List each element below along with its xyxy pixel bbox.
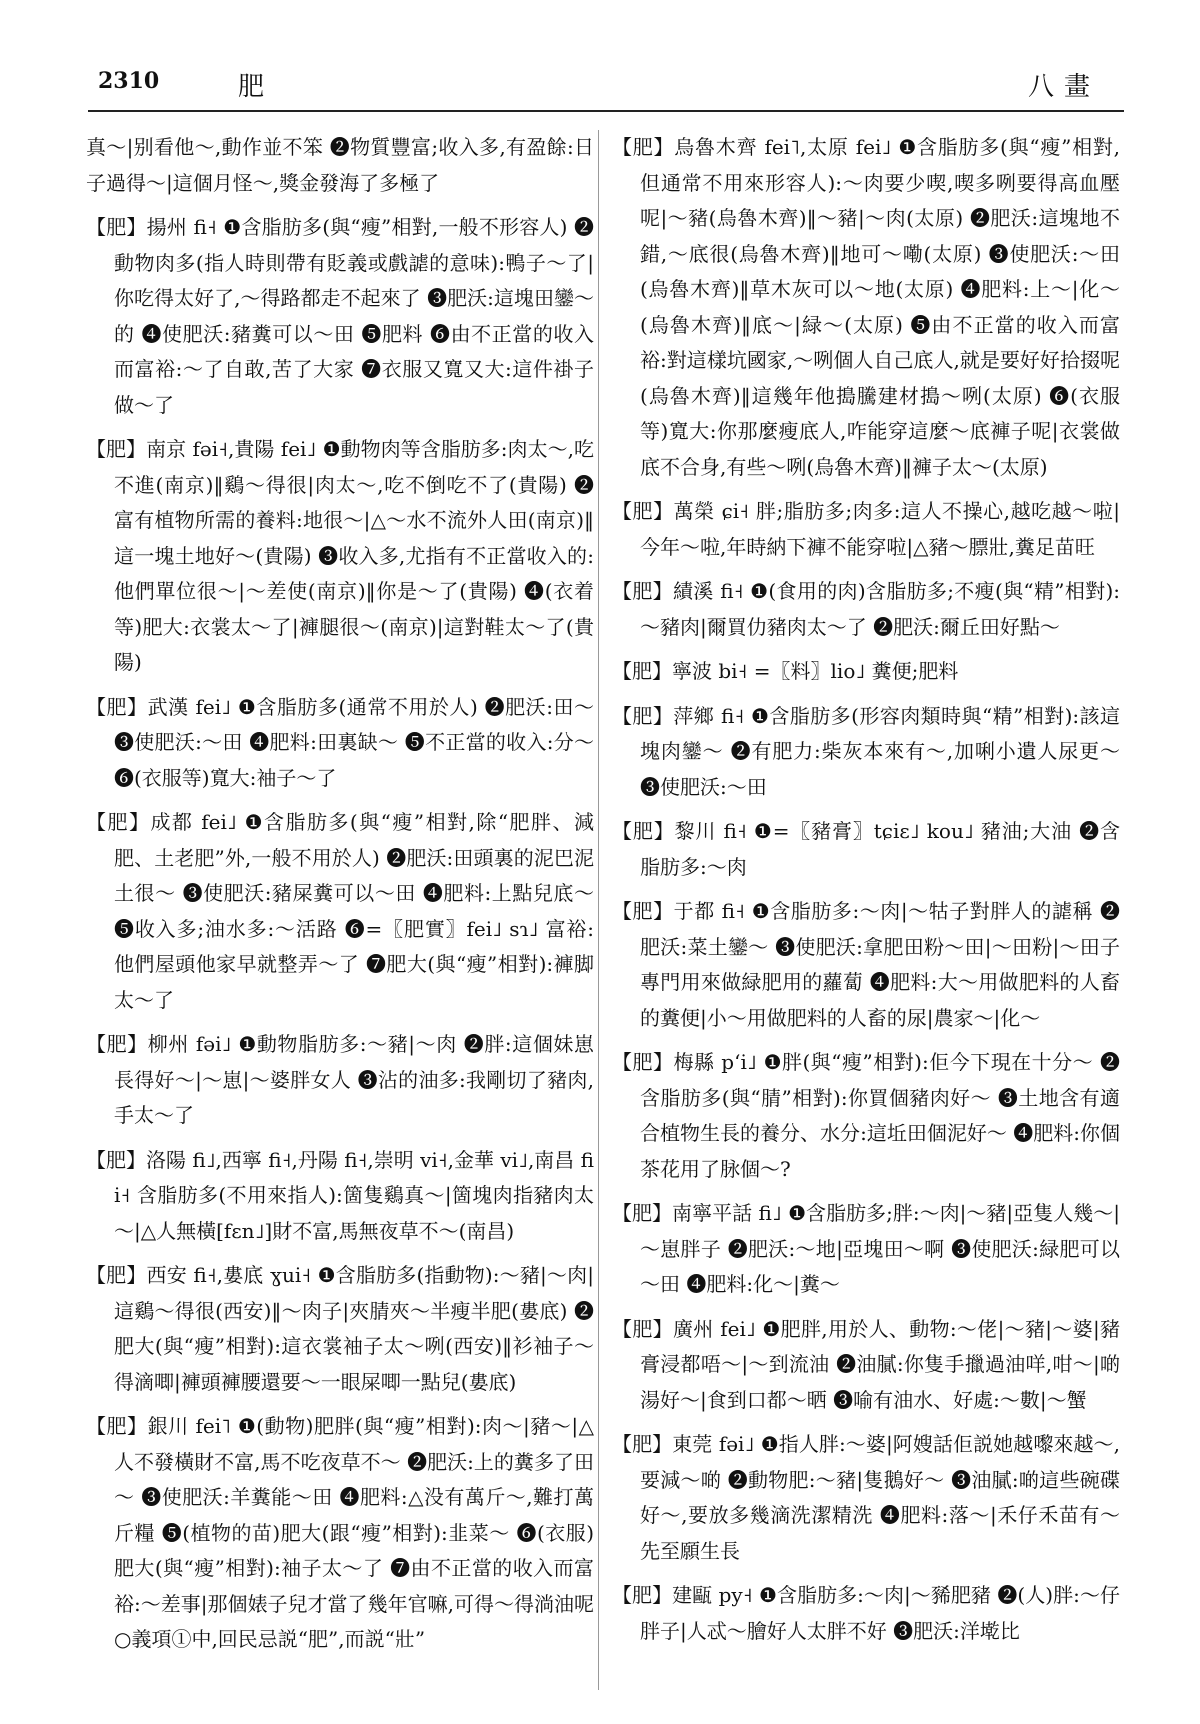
dictionary-entry: 【肥】武漢 fei˩ ❶含脂肪多(通常不用於人) ❷肥沃:田～ ❸使肥沃:～田 ❹肥料:田裏缺～ ❺不正當的收入:分～ ❻(衣服等)寬大:袖子～了 [86,694,594,790]
dictionary-entry: 【肥】烏魯木齊 fei˥,太原 fei˩ ❶含脂肪多(與“瘦”相對,但通常不用來形容人):～肉要少喫,喫多咧要得高血壓呢|～豬(烏魯木齊)‖～豬|～肉(太原) ❷肥沃:這塊地不錯,～底很(烏魯木齊)‖地可～嘞(太原) ❸使肥沃:～田(烏魯木齊)‖草木灰可以～地(太原) ❹肥料:上～|化～(烏魯木齊)‖底～|緑～(太原) ❺由不正當的收入而富裕:對這樣坑國家,～咧個人自己底人,就是要好好拾掇呢(烏魯木齊)‖這幾年他搗騰建材搗～咧(太原) ❻(衣服等)寬大:你那麼瘦底人,咋能穿這麼～底褲子呢|衣裳做底不合身,有些～咧(烏魯木齊)‖褲子太～(太原) [612,135,1120,479]
dictionary-entry: 【肥】東莞 fəi˩ ❶指人胖:～婆|阿嫂話佢説她越嚟來越～,要減～啲 ❷動物肥:～豬|隻鵝好～ ❸油膩:啲這些碗碟好～,要放多幾滴洗潔精洗 ❹肥料:落～|禾仔禾苗有～先至願生長 [612,1432,1120,1563]
dictionary-entry: 真～|别看他～,動作並不笨 ❷物質豐富;收入多,有盈餘:日子過得～|這個月怪～,獎金發海了多極了 [86,135,594,195]
left-column [86,130,594,1667]
dictionary-entry: 【肥】于都 fi˧ ❶含脂肪多:～肉|～牯子對胖人的謔稱 ❷肥沃:菜土鑾～ ❸使肥沃:拿肥田粉～田|～田粉|～田子專門用來做緑肥用的蘿蔔 ❹肥料:大～用做肥料的人畜的糞便|小～用做肥料的人畜的尿|農家～|化～ [612,899,1120,1030]
page-header [88,62,1124,110]
dictionary-entry: 【肥】黎川 fi˧ ❶=〖豬膏〗tɕiɛ˩ kou˩ 豬油;大油 ❷含脂肪多:～肉 [612,819,1120,879]
dictionary-entry: 【肥】西安 fi˧,婁底 ɣui˧ ❶含脂肪多(指動物):～豬|～肉|這鷄～得很(西安)‖～肉子|夾腈夾～半瘦半肥(婁底) ❷肥大(與“瘦”相對):這衣裳袖子太～咧(西安)‖衫袖子～得滴唧|褲頭褲腰還要～一眼屎唧一點兒(婁底) [86,1263,594,1394]
running-headword: 肥 [238,72,265,102]
dictionary-entry: 【肥】成都 fei˩ ❶含脂肪多(與“瘦”相對,除“肥胖、減肥、土老肥”外,一般不用於人) ❷肥沃:田頭裏的泥巴泥土很～ ❸使肥沃:豬屎糞可以～田 ❹肥料:上點兒底～ ❺收入多;油水多:～活路 ❻=〖肥實〗fei˩ sɿ˩ 富裕:他們屋頭他家早就整弄～了 ❼肥大(與“瘦”相對):褲脚太～了 [86,810,594,1012]
dictionary-entry: 【肥】萬榮 ɕi˧ 胖;脂肪多;肉多:這人不操心,越吃越～啦|今年～啦,年時納下褲不能穿啦|△豬～膘壯,糞足苗旺 [612,499,1120,559]
dictionary-entry: 【肥】廣州 fei˩ ❶肥胖,用於人、動物:～佬|～豬|～婆|豬膏浸都唔～|～到流油 ❷油膩:你隻手擸過油咩,咁～|啲湯好～|食到口都～晒 ❸喻有油水、好處:～數|～蟹 [612,1316,1120,1412]
dictionary-entry: 【肥】柳州 fəi˩ ❶動物脂肪多:～豬|～肉 ❷胖:這個妹崽長得好～|～崽|～婆胖女人 ❸沾的油多:我剛切了豬肉,手太～了 [86,1032,594,1127]
column-divider [598,130,599,1690]
dictionary-entry: 【肥】揚州 fi˧ ❶含脂肪多(與“瘦”相對,一般不形容人) ❷動物肉多(指人時則帶有貶義或戲謔的意味):鴨子～了|你吃得太好了,～得路都走不起來了 ❸肥沃:這塊田鑾～的 ❹使肥沃:豬糞可以～田 ❺肥料 ❻由不正當的收入而富裕:～了自敢,苦了大家 ❼衣服又寬又大:這件褂子做～了 [86,215,594,417]
page-number: 2310 [98,68,160,94]
section-title: 八畫 [1027,72,1100,102]
dictionary-entry: 【肥】銀川 fei˥ ❶(動物)肥胖(與“瘦”相對):肉～|豬～|△人不發橫財不富,馬不吃夜草不～ ❷肥沃:上的糞多了田～ ❸使肥沃:羊糞能～田 ❹肥料:△没有萬斤～,難打萬斤糧 ❺(植物的苗)肥大(跟“瘦”相對):韭菜～ ❻(衣服)肥大(與“瘦”相對):袖子太～了 ❼由不正當的收入而富裕:～差事|那個婊子兒才當了幾年官嘛,可得～得淌油呢 ○義項①中,回民忌説“肥”,而説“壯” [86,1414,594,1651]
dictionary-entry: 【肥】建甌 py˧ ❶含脂肪多:～肉|～豨肥豬 ❷(人)胖:～仔胖子|人忒～膾好人太胖不好 ❸肥沃:洋墘比 [612,1583,1120,1643]
right-column [612,130,1120,1658]
dictionary-entry: 【肥】寧波 bi˧ =〖料〗lio˩ 糞便;肥料 [612,659,959,683]
dictionary-entry: 【肥】洛陽 fi˩,西寧 fi˧,丹陽 fi˧,崇明 vi˧,金華 vi˩,南昌 fii˧ 含脂肪多(不用來指人):箇隻鷄真～|箇塊肉指豬肉太～|△人無橫[fɛn˩]財不富,馬無夜草不～(南昌) [86,1147,594,1243]
dictionary-entry: 【肥】南寧平話 fi˩ ❶含脂肪多;胖:～肉|～豬|亞隻人幾～|～崽胖子 ❷肥沃:～地|亞塊田～啊 ❸使肥沃:緑肥可以～田 ❹肥料:化～|糞～ [612,1201,1120,1296]
dictionary-entry: 【肥】南京 fəi˧,貴陽 fei˩ ❶動物肉等含脂肪多:肉太～,吃不進(南京)‖鷄～得很|肉太～,吃不倒吃不了(貴陽) ❷富有植物所需的養料:地很～|△～水不流外人田(南京)‖這一塊土地好～(貴陽) ❸收入多,尤指有不正當收入的:他們單位很～|～差使(南京)‖你是～了(貴陽) ❹(衣着等)肥大:衣裳太～了|褲腿很～(南京)|這對鞋太～了(貴陽) [86,437,594,674]
dictionary-entry: 【肥】績溪 fi˧ ❶(食用的肉)含脂肪多;不瘦(與“精”相對):～豬肉|爾買仂豬肉太～了 ❷肥沃:爾丘田好點～ [612,579,1120,639]
dictionary-entry: 【肥】梅縣 pʻi˩ ❶胖(與“瘦”相對):佢今下現在十分～ ❷含脂肪多(與“腈”相對):你買個豬肉好～ ❸土地含有適合植物生長的養分、水分:這坵田個泥好～ ❹肥料:你個茶花用了脉個～? [612,1050,1120,1181]
header-rule [88,110,1124,112]
dictionary-entry: 【肥】萍鄉 fi˧ ❶含脂肪多(形容肉類時與“精”相對):該這塊肉鑾～ ❷有肥力:柴灰本來有～,加唎小遺人尿更～ ❸使肥沃:～田 [612,703,1120,799]
